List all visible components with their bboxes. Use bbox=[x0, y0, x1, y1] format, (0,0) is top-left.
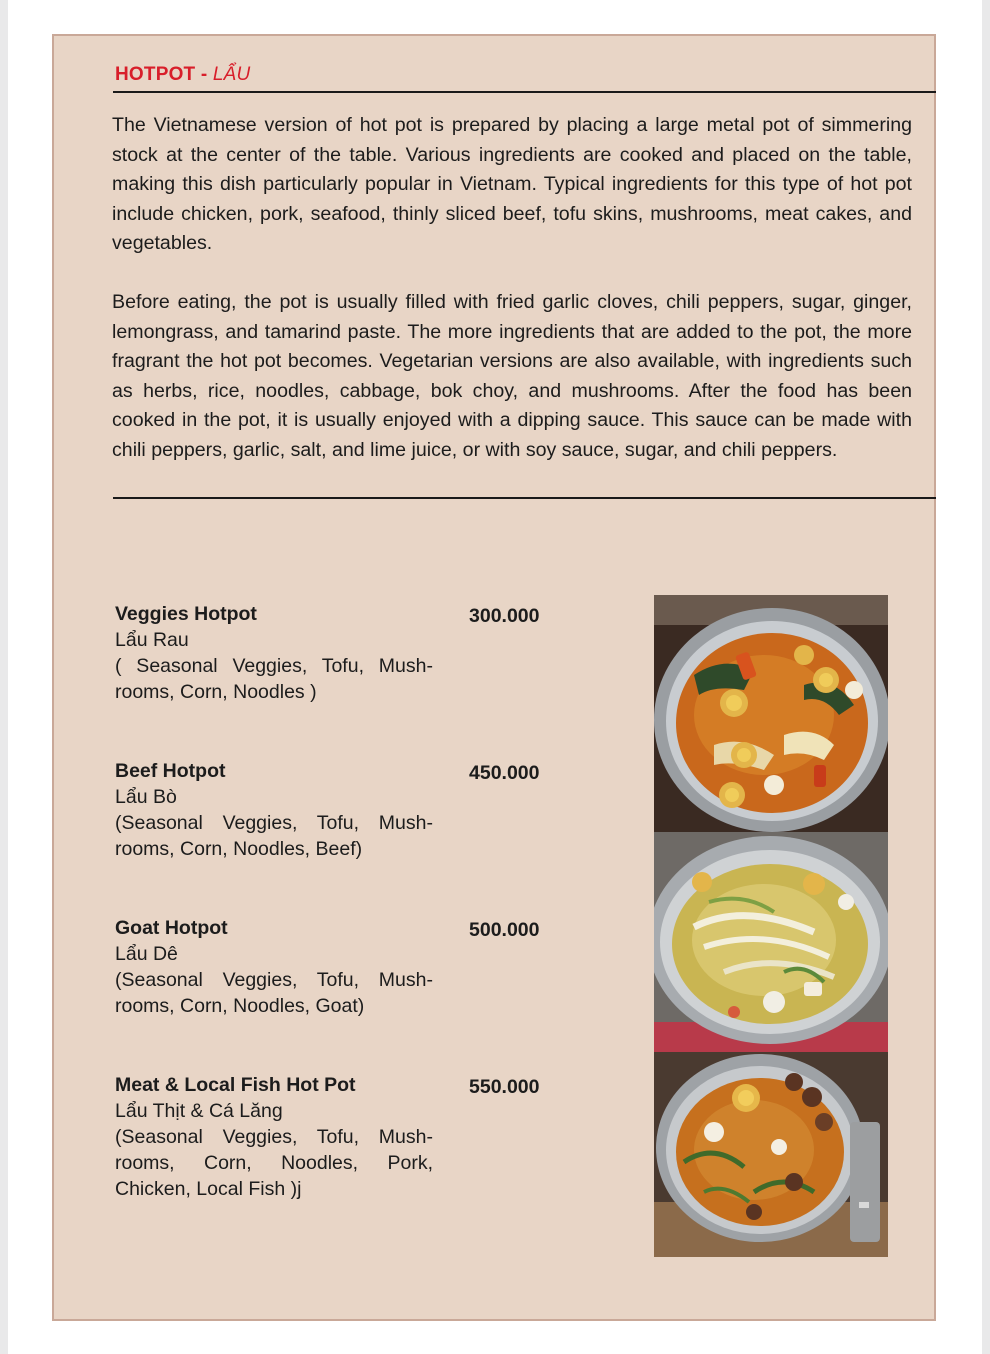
item-name: Meat & Local Fish Hot Pot bbox=[115, 1074, 356, 1096]
item-name: Goat Hotpot bbox=[115, 917, 228, 939]
item-name-vn: Lẩu Bò bbox=[115, 786, 177, 808]
item-price: 550.000 bbox=[469, 1076, 540, 1098]
item-price: 500.000 bbox=[469, 919, 540, 941]
item-name-vn: Lẩu Rau bbox=[115, 629, 189, 651]
intro-paragraph-2: Before eating, the pot is usually filled with fried garlic cloves, chili peppers, sugar, ginger, lemongrass, and tamarind paste. The more ingredients that are added to the pot, the more fragrant the hot pot becomes. Vegetarian versions are also available, with ingredients such as herbs, rice, noodles, cabbage, bok choy, and mushrooms. After the food has been cooked in the pot, it is usually enjoyed with a dipping sauce. This sauce can be made with chili peppers, garlic, salt, and lime juice, or with soy sauce, sugar, and chili peppers. bbox=[112, 291, 912, 461]
hotpot-photo-2 bbox=[654, 832, 888, 1052]
hotpot-photo-1 bbox=[654, 595, 888, 832]
menu-item-veggies-hotpot bbox=[115, 601, 433, 705]
item-name-vn: Lẩu Dê bbox=[115, 943, 178, 965]
bottom-divider bbox=[113, 497, 936, 499]
section-title-vn: LẨU bbox=[212, 64, 251, 85]
intro-paragraph-1: The Vietnamese version of hot pot is prepared by placing a large metal pot of simmering stock at the center of the table. Various ingredients are cooked and placed on the table, making this dish particularly popular in Vietnam. Typical ingredients for this type of hot pot include chicken, pork, seafood, thinly sliced beef, tofu skins, mushrooms, meat cakes, and vegetables. bbox=[112, 114, 912, 254]
item-description: (Seasonal Veggies, Tofu, Mushrooms, Corn, Noodles, Goat) bbox=[115, 969, 433, 1017]
item-name: Beef Hotpot bbox=[115, 760, 226, 782]
top-divider bbox=[113, 91, 936, 93]
menu-item-beef-hotpot bbox=[115, 758, 433, 862]
item-price: 300.000 bbox=[469, 605, 540, 627]
item-name: Veggies Hotpot bbox=[115, 603, 257, 625]
item-description: (Seasonal Veggies, Tofu, Mushrooms, Corn, Noodles, Pork, Chicken, Local Fish )j bbox=[115, 1126, 433, 1200]
item-name-vn: Lẩu Thịt & Cá Lăng bbox=[115, 1100, 283, 1122]
intro-text bbox=[112, 111, 912, 465]
item-price: 450.000 bbox=[469, 762, 540, 784]
menu-item-goat-hotpot bbox=[115, 915, 433, 1019]
item-description: ( Seasonal Veggies, Tofu, Mushrooms, Corn, Noodles ) bbox=[115, 655, 433, 703]
hotpot-photo-3 bbox=[654, 1052, 888, 1257]
section-title-separator: - bbox=[195, 64, 213, 85]
section-title-en: HOTPOT bbox=[115, 64, 196, 85]
section-title bbox=[115, 64, 250, 86]
menu-item-meat-fish-hotpot bbox=[115, 1072, 433, 1202]
item-description: (Seasonal Veggies, Tofu, Mushrooms, Corn, Noodles, Beef) bbox=[115, 812, 433, 860]
